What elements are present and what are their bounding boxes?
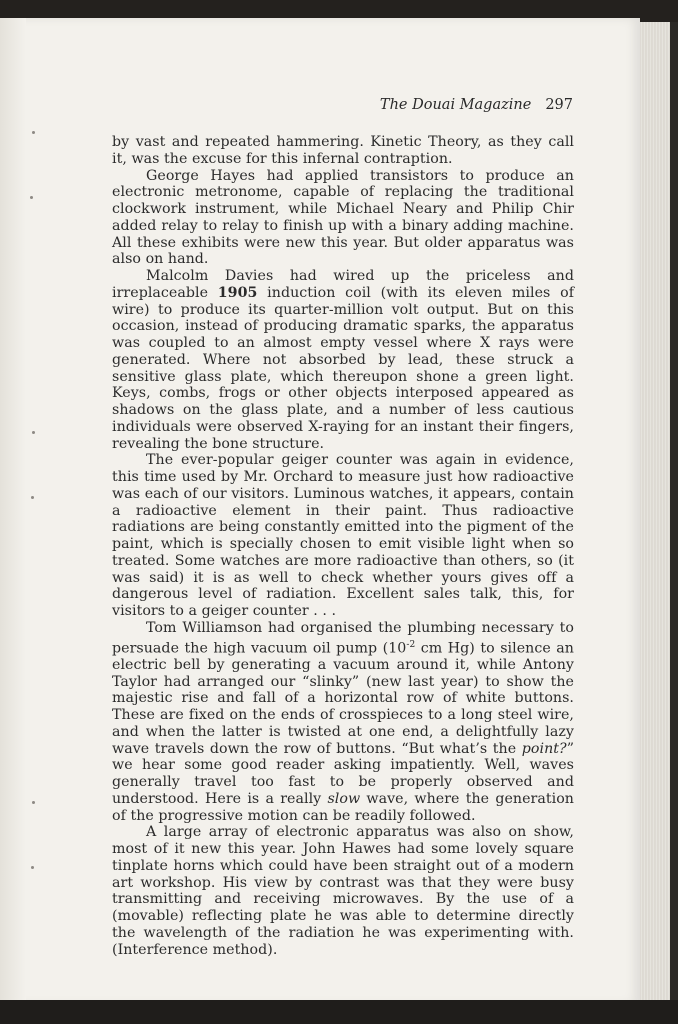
page-gutter: [0, 18, 26, 1004]
article-text: [112, 134, 574, 958]
gutter-mark: [30, 196, 33, 199]
p5-text-d: wave, where the generation of the progressive motion can be readily followed.: [112, 790, 574, 824]
running-head: [378, 97, 573, 119]
paragraph-6: A large array of electronic apparatus was also on show, most of it new this year. John Hawes had some lovely square tinplate horns which could have been straight out of a modern art workshop. His view by contrast was that they were busy transmitting and receiving microwaves. By the use of a (movable) reflecting plate he was able to determine directly the wavelength of the radiation he was experimenting with. (Interference method).: [112, 824, 574, 958]
p5-text-c: ” we hear some good reader asking impatiently. Well, waves generally travel too fast to be properly observed and understood. Here is a really: [112, 740, 574, 807]
gutter-mark: [32, 801, 35, 804]
p5-text-a: Tom Williamson had organised the plumbing necessary to persuade the high vacuum oil pump (10: [112, 619, 574, 657]
p5-point: point?: [521, 740, 567, 757]
paragraph-3: [112, 268, 574, 452]
paragraph-5: [112, 620, 574, 825]
paragraph-2: George Hayes had applied transistors to produce an electronic metronome, capable of replacing the traditional clockwork instrument, while Michael Neary and Philip Chir added relay to relay to finish up with a binary adding machine. All these exhibits were new this year. But older apparatus was also on hand.: [112, 167, 574, 268]
page-number: 297: [545, 97, 573, 113]
journal-title: The Douai Magazine: [379, 97, 532, 113]
p5-exponent: -2: [406, 639, 416, 650]
gutter-mark: [31, 866, 34, 869]
gutter-mark: [31, 496, 34, 499]
p3-text-a: Malcolm Davies had wired up the priceless and irreplaceable: [112, 268, 574, 301]
p5-text-b: cm Hg) to silence an electric bell by generating a vacuum around it, while Antony Taylor had arranged our “slinky” (new last year) to show the majestic rise and fall of a horizontal row of white buttons. These are fixed on the ends of crosspieces to a long steel wire, and when the latter is twisted at one end, a delightfully lazy wave travels down the row of buttons. “But what’s the: [112, 640, 574, 757]
paragraph-1: by vast and repeated hammering. Kinetic Theory, as they call it, was the excuse for this infernal contraption.: [112, 134, 574, 167]
gutter-mark: [32, 131, 35, 134]
p5-slow: slow: [327, 790, 361, 807]
gutter-mark: [32, 431, 35, 434]
paragraph-4: The ever-popular geiger counter was again in evidence, this time used by Mr. Orchard to measure just how radioactive was each of our visitors. Luminous watches, it appears, contain a radioactive element in their paint. Thus radioactive radiations are being constantly emitted into the pigment of the paint, which is specially chosen to emit visible light when so treated. Some watches are more radioactive than others, so (it was said) it is as well to check whether yours gives off a dangerous level of radiation. Excellent sales talk, this, for visitors to a geiger counter . . .: [112, 452, 574, 619]
p3-year: 1905: [217, 284, 258, 301]
scan-bottom-border: [0, 1000, 678, 1024]
p3-text-b: induction coil (with its eleven miles of wire) to produce its quarter-million volt output. But on this occasion, instead of producing dramatic sparks, the apparatus was coupled to an almost empty vessel where X rays were generated. Where not absorbed by lead, these struck a sensitive glass plate, which thereupon shone a green light. Keys, combs, frogs or other objects interposed appeared as shadows on the glass plate, and a number of less cautious individuals were observed X-raying for an instant their fingers, revealing the bone structure.: [112, 284, 574, 452]
